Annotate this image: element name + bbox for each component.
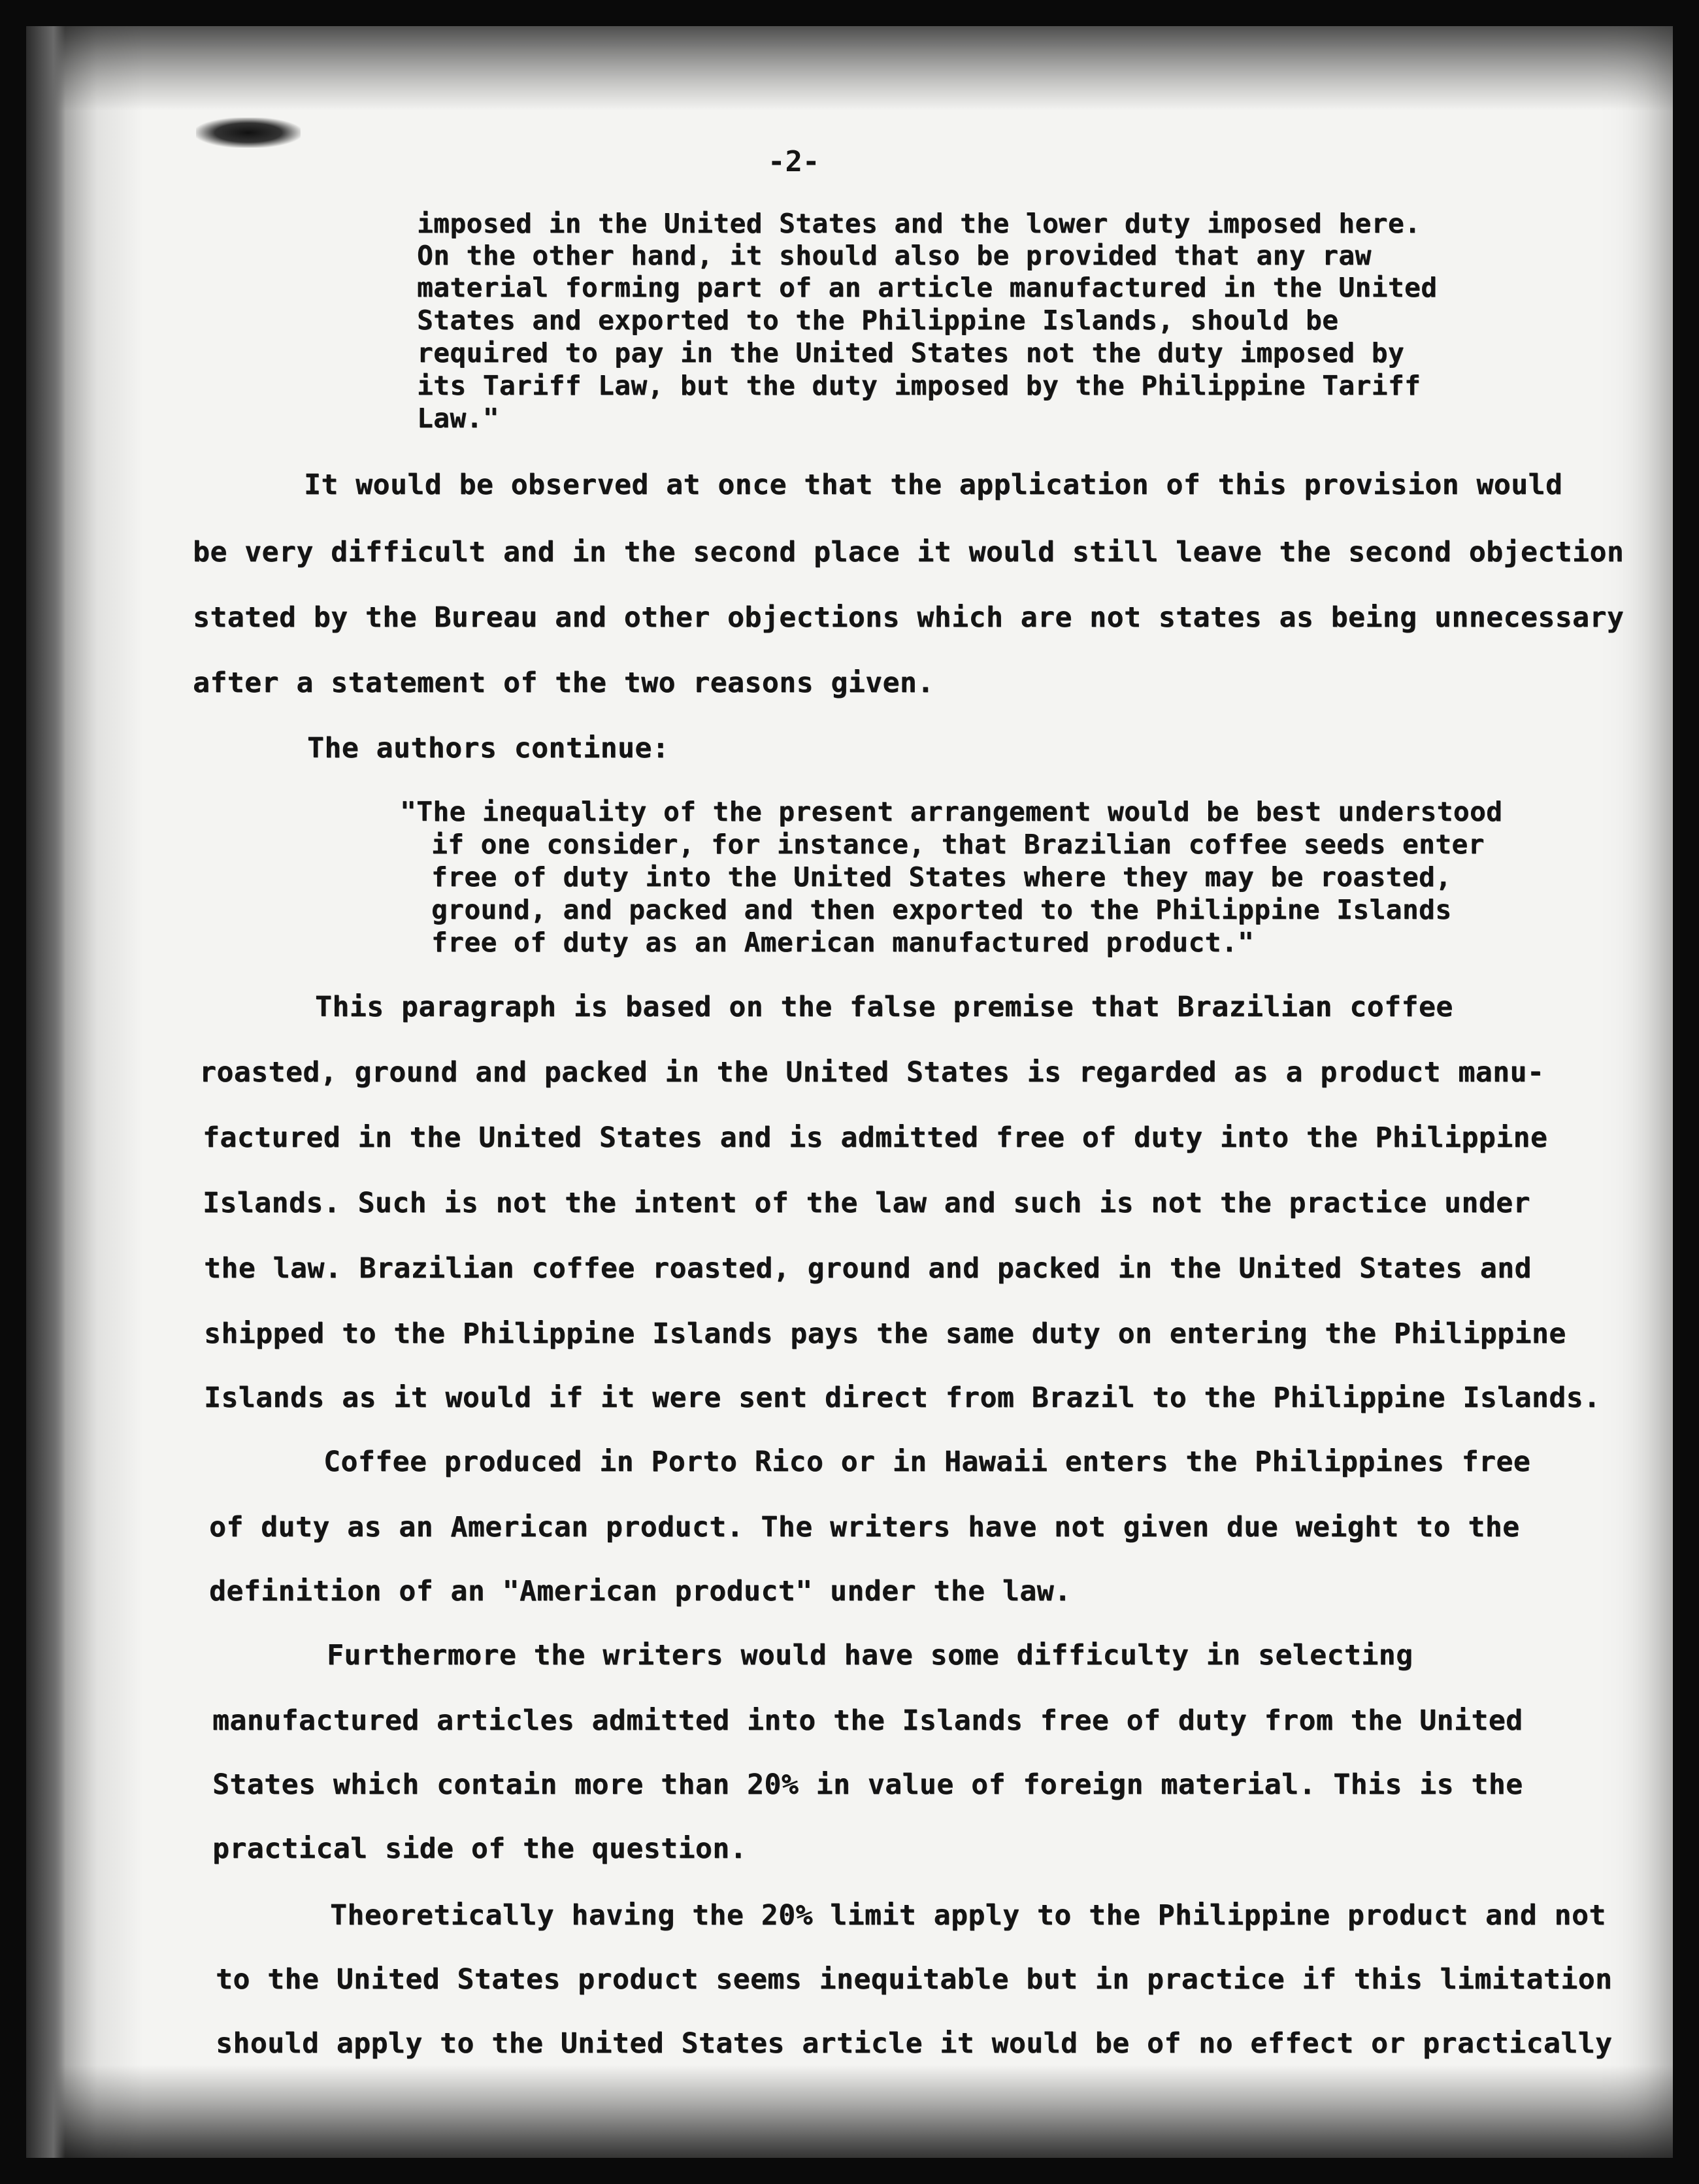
binding-edge [26,26,65,2158]
text-line: to the United States product seems inequitable but in practice if this limitation [216,1963,1613,1996]
text-line: It would be observed at once that the application of this provision would [304,469,1563,501]
text-line: On the other hand, it should also be provided that any raw [417,240,1372,271]
text-line: The authors continue: [307,732,670,765]
text-line: required to pay in the United States not the duty imposed by [417,337,1405,369]
text-line: be very difficult and in the second place it would still leave the second objection [193,536,1625,569]
text-line: the law. Brazilian coffee roasted, ground and packed in the United States and [204,1252,1532,1285]
text-line: factured in the United States and is admitted free of duty into the Philippine [203,1121,1548,1154]
text-line: of duty as an American product. The writers have not given due weight to the [209,1511,1520,1544]
text-line: States which contain more than 20% in value of foreign material. This is the [212,1768,1523,1801]
scan-shadow-top [26,26,1673,111]
text-line: Theoretically having the 20% limit apply to the Philippine product and not [330,1899,1606,1932]
text-line: Islands as it would if it were sent direct from Brazil to the Philippine Islands. [204,1382,1601,1414]
text-line: Furthermore the writers would have some difficulty in selecting [327,1639,1413,1672]
page-number: -2- [768,145,820,178]
text-line: after a statement of the two reasons given. [193,667,934,699]
scan-shadow-bottom [26,2065,1673,2158]
text-line: "The inequality of the present arrangement would be best understood [400,796,1503,827]
text-line: stated by the Bureau and other objections which are not states as being unnecessary [193,601,1625,634]
text-line: material forming part of an article manufactured in the United [417,272,1438,303]
text-line: ground, and packed and then exported to the Philippine Islands [431,894,1452,925]
text-line: roasted, ground and packed in the United States is regarded as a product manu- [199,1056,1545,1089]
text-line: imposed in the United States and the lower duty imposed here. [417,208,1421,239]
ink-smudge [196,118,301,148]
text-line: free of duty into the United States where they may be roasted, [431,861,1452,893]
text-line: its Tariff Law, but the duty imposed by the Philippine Tariff [417,370,1421,401]
text-line: manufactured articles admitted into the Islands free of duty from the United [212,1704,1523,1737]
text-line: practical side of the question. [212,1832,748,1865]
text-line: if one consider, for instance, that Brazilian coffee seeds enter [431,829,1485,860]
text-line: States and exported to the Philippine Islands, should be [417,305,1339,336]
text-line: Islands. Such is not the intent of the law and such is not the practice under [203,1187,1530,1219]
text-line: shipped to the Philippine Islands pays the same duty on entering the Philippine [204,1317,1566,1350]
text-line: Law." [417,403,499,434]
text-line: should apply to the United States article it would be of no effect or practically [216,2027,1613,2060]
text-line: definition of an "American product" under the law. [209,1575,1072,1608]
text-line: This paragraph is based on the false premise that Brazilian coffee [315,991,1453,1023]
text-line: Coffee produced in Porto Rico or in Hawaii enters the Philippines free [323,1446,1531,1478]
text-line: free of duty as an American manufactured product." [431,927,1255,958]
